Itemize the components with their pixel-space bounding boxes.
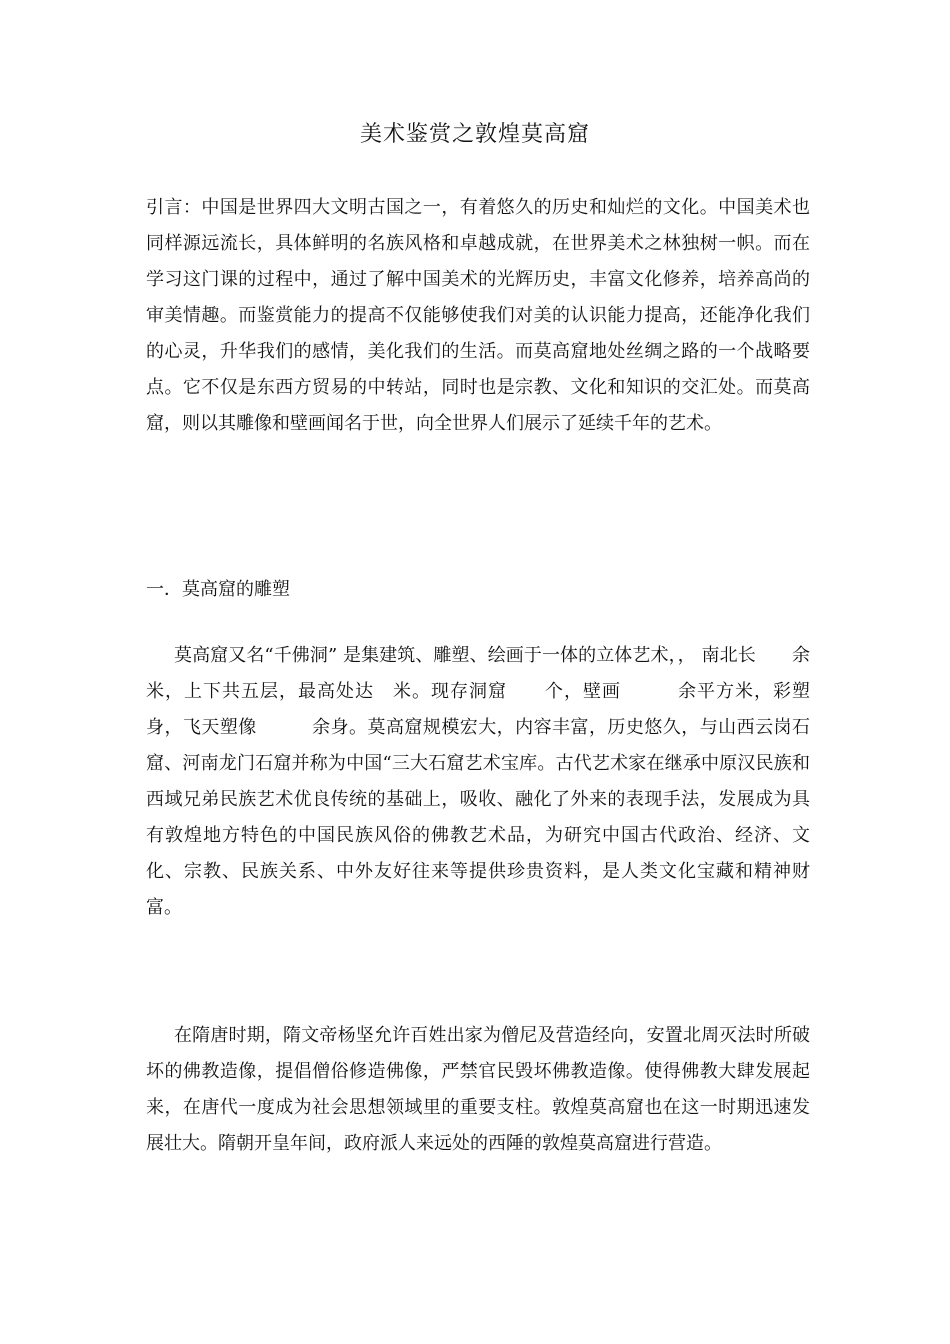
body-paragraph-2: 在隋唐时期，隋文帝杨坚允许百姓出家为僧尼及营造经向，安置北周灭法时所破坏的佛教造像，提倡僧俗修造佛像，严禁官民毁坏佛教造像。使得佛教大肆发展起来，在唐代一度成为社会思想领域里的重要支柱。敦煌莫高窟也在这一时期迅速发展壮大。隋朝开皇年间，政府派人来远处的西陲的敦煌莫高窟进行营造。	[146, 1025, 810, 1154]
document-title: 美术鉴赏之敦煌莫高窟	[359, 122, 590, 147]
section-heading: 一．莫高窟的雕塑	[146, 579, 290, 600]
body-paragraph-1: 莫高窟又名“千佛洞” 是集建筑、雕塑、绘画于一体的立体艺术，， 南北长 余米，上下共五层，最高处达 米。现存洞窟 个，壁画 余平方米，彩塑 身，飞天塑像 余身。莫高窟规模宏大，内容丰富，历史悠久，与山西云岗石窟、河南龙门石窟并称为中国“三大石窟艺术宝库。古代艺术家在继承中原汉民族和西域兄弟民族艺术优良传统的基础上，吸收、融化了外来的表现手法，发展成为具有敦煌地方特色的中国民族风俗的佛教艺术品，为研究中国古代政治、经济、文化、宗教、民族关系、中外友好往来等提供珍贵资料，是人类文化宝藏和精神财富。	[146, 645, 864, 918]
intro-paragraph: 引言：中国是世界四大文明古国之一，有着悠久的历史和灿烂的文化。中国美术也同样源远流长，具体鲜明的名族风格和卓越成就，在世界美术之林独树一帜。而在学习这门课的过程中，通过了解中国美术的光辉历史，丰富文化修养，培养高尚的审美情趣。而鉴赏能力的提高不仅能够使我们对美的认识能力提高，还能净化我们的心灵，升华我们的感情，美化我们的生活。而莫高窟地处丝绸之路的一个战略要点。它不仅是东西方贸易的中转站，同时也是宗教、文化和知识的交汇处。而莫高窟，则以其雕像和壁画闻名于世，向全世界人们展示了延续千年的艺术。	[146, 197, 810, 434]
